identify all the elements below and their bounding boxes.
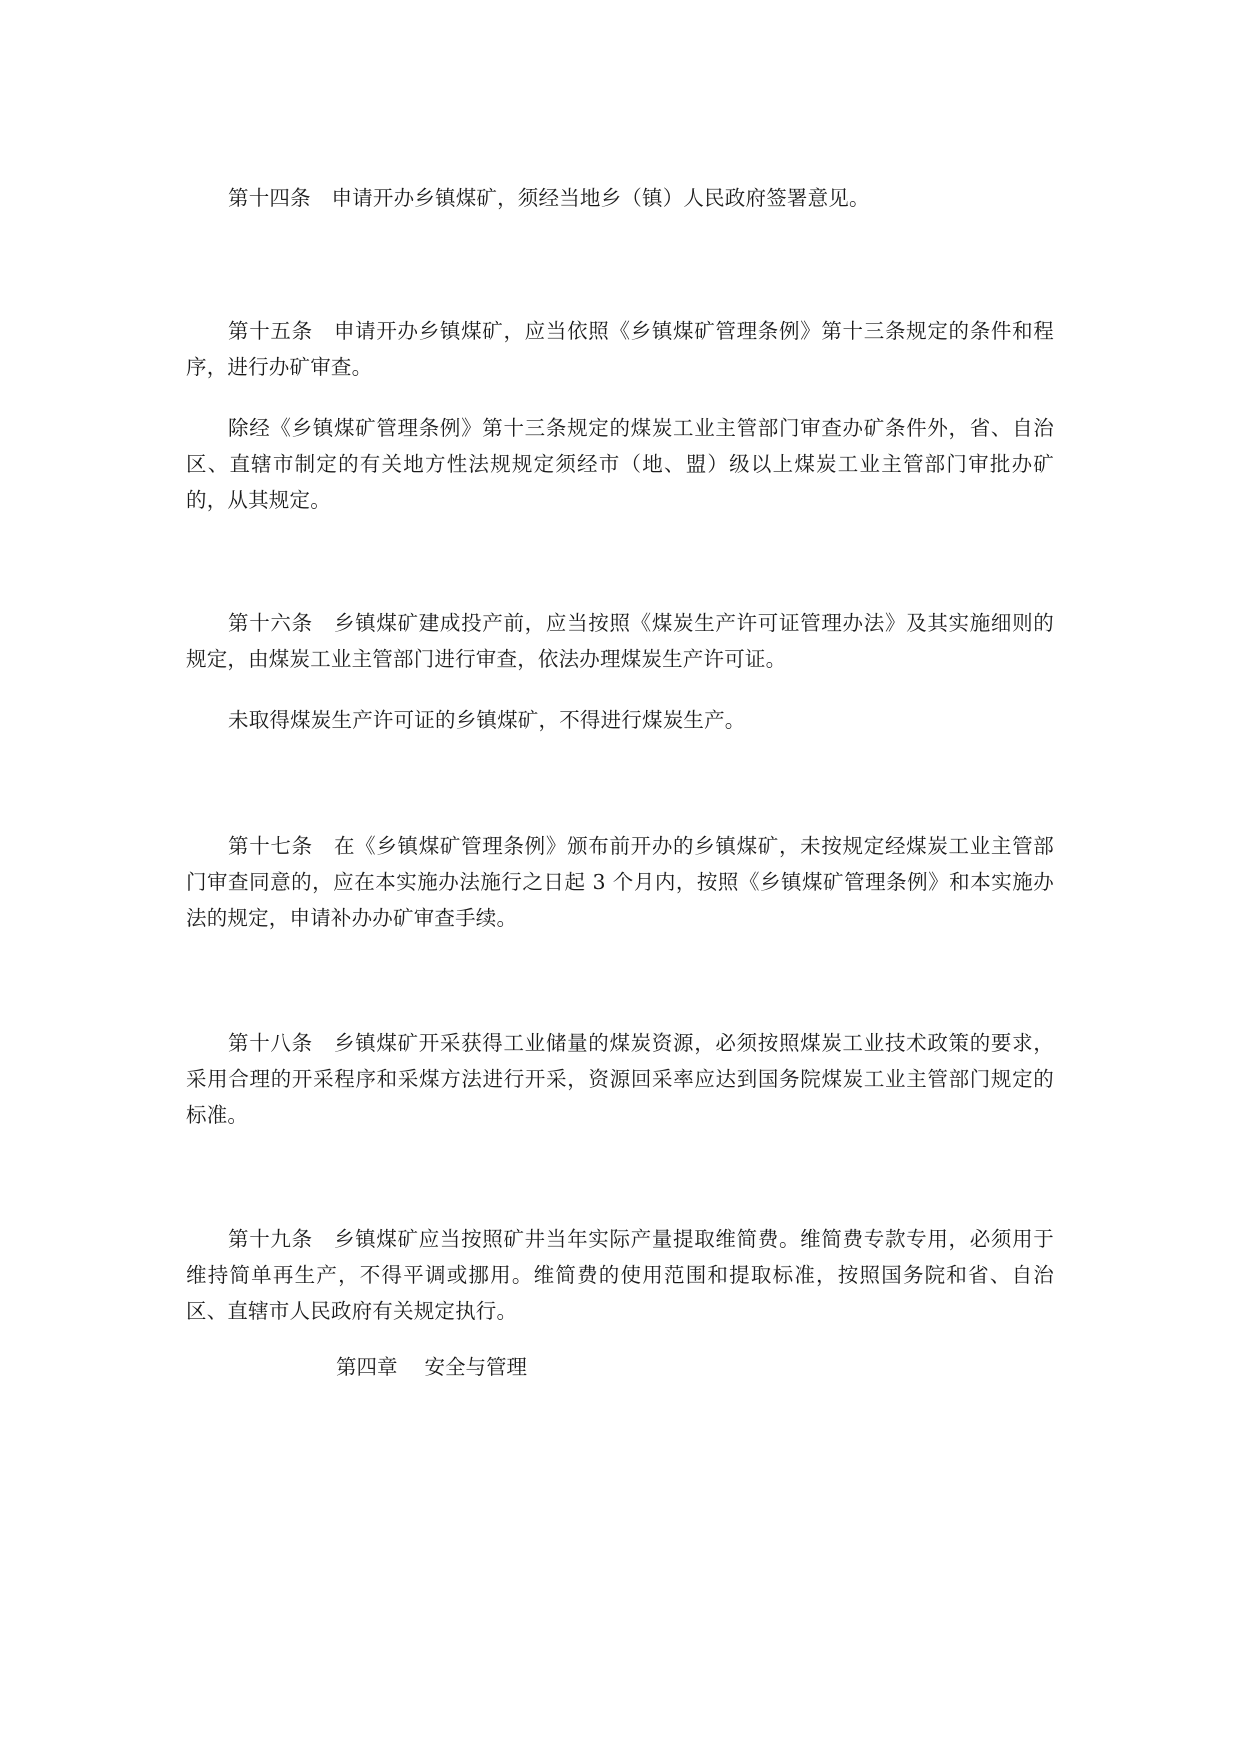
article-16-paragraph-2: 未取得煤炭生产许可证的乡镇煤矿，不得进行煤炭生产。 [228,708,746,732]
article-14: 第十四条 申请开办乡镇煤矿，须经当地乡（镇）人民政府签署意见。 [228,186,870,210]
article-17: 第十七条 在《乡镇煤矿管理条例》颁布前开办的乡镇煤矿，未按规定经煤炭工业主管部门审查同意的，应在本实施办法施行之日起 3 个月内，按照《乡镇煤矿管理条例》和本实施办法的规定，申请补办办矿审查手续。 [186,834,1054,930]
chapter-heading: 第四章 安全与管理 [336,1355,528,1379]
article-19: 第十九条 乡镇煤矿应当按照矿井当年实际产量提取维简费。维简费专款专用，必须用于维持简单再生产，不得平调或挪用。维简费的使用范围和提取标准，按照国务院和省、自治区、直辖市人民政府有关规定执行。 [186,1227,1054,1323]
article-15-paragraph-2: 除经《乡镇煤矿管理条例》第十三条规定的煤炭工业主管部门审查办矿条件外，省、自治区、直辖市制定的有关地方性法规规定须经市（地、盟）级以上煤炭工业主管部门审批办矿的，从其规定。 [186,416,1054,512]
article-15-paragraph-1: 第十五条 申请开办乡镇煤矿，应当依照《乡镇煤矿管理条例》第十三条规定的条件和程序，进行办矿审查。 [186,319,1054,379]
article-18: 第十八条 乡镇煤矿开采获得工业储量的煤炭资源，必须按照煤炭工业技术政策的要求，采用合理的开采程序和采煤方法进行开采，资源回采率应达到国务院煤炭工业主管部门规定的标准。 [186,1031,1054,1127]
article-16-paragraph-1: 第十六条 乡镇煤矿建成投产前，应当按照《煤炭生产许可证管理办法》及其实施细则的规定，由煤炭工业主管部门进行审查，依法办理煤炭生产许可证。 [186,611,1054,671]
